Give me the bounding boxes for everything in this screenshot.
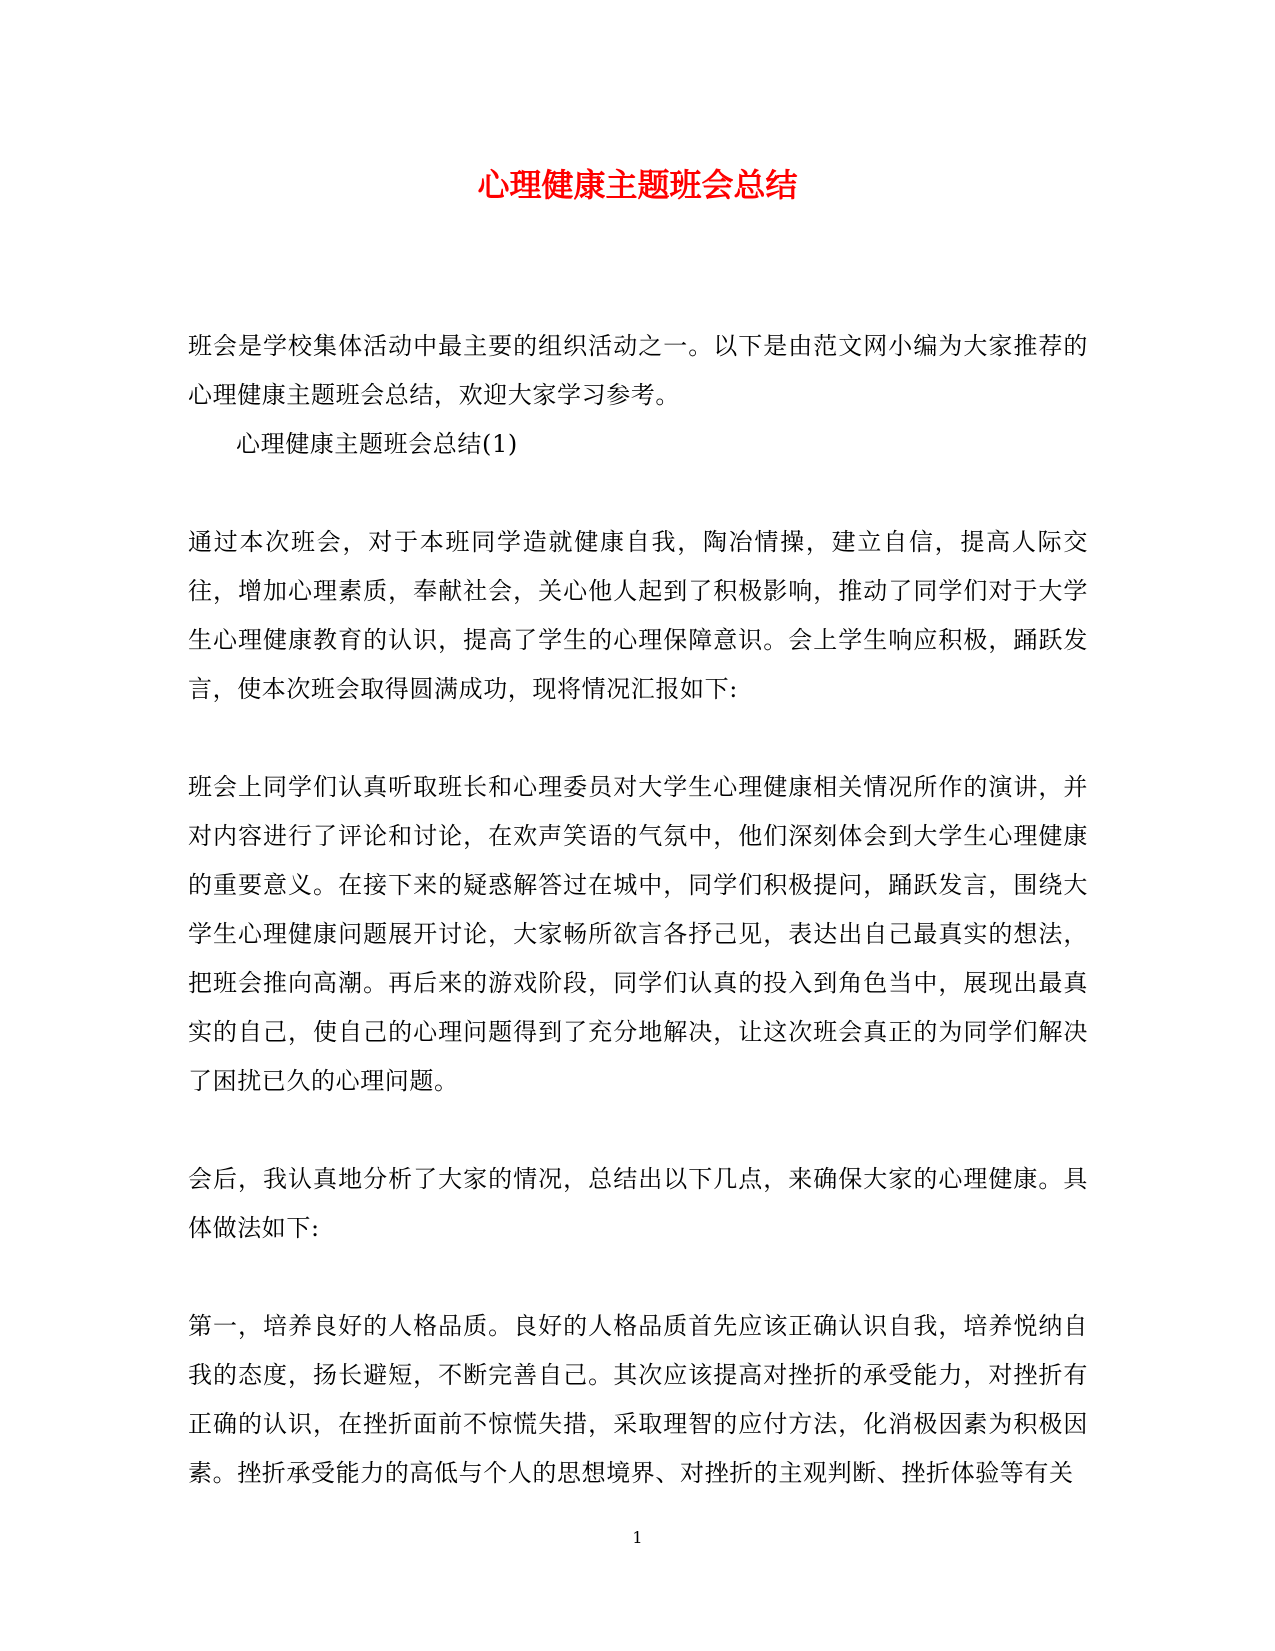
paragraph-gap <box>188 1106 1088 1155</box>
section-heading: 心理健康主题班会总结(1) <box>236 430 518 458</box>
body-paragraph-3: 会后，我认真地分析了大家的情况，总结出以下几点，来确保大家的心理健康。具体做法如下: <box>188 1165 1088 1242</box>
intro-paragraph: 班会是学校集体活动中最主要的组织活动之一。以下是由范文网小编为大家推荐的心理健康主题班会总结，欢迎大家学习参考。 <box>188 332 1088 409</box>
document-body <box>188 322 1088 1498</box>
document-title: 心理健康主题班会总结 <box>477 166 798 204</box>
body-paragraph-4: 第一，培养良好的人格品质。良好的人格品质首先应该正确认识自我，培养悦纳自我的态度，扬长避短，不断完善自己。其次应该提高对挫折的承受能力，对挫折有正确的认识，在挫折面前不惊慌失措，采取理智的应付方法，化消极因素为积极因素。挫折承受能力的高低与个人的思想境界、对挫折的主观判断、挫折体验等有关 <box>188 1312 1088 1487</box>
paragraph-gap <box>188 469 1088 518</box>
page-number: 1 <box>632 1528 643 1547</box>
paragraph-gap <box>188 714 1088 763</box>
paragraph-gap <box>188 1253 1088 1302</box>
body-paragraph-1: 通过本次班会，对于本班同学造就健康自我，陶冶情操，建立自信，提高人际交往，增加心理素质，奉献社会，关心他人起到了积极影响，推动了同学们对于大学生心理健康教育的认识，提高了学生的心理保障意识。会上学生响应积极，踊跃发言，使本次班会取得圆满成功，现将情况汇报如下: <box>188 528 1088 703</box>
body-paragraph-2: 班会上同学们认真听取班长和心理委员对大学生心理健康相关情况所作的演讲，并对内容进行了评论和讨论，在欢声笑语的气氛中，他们深刻体会到大学生心理健康的重要意义。在接下来的疑惑解答过在城中，同学们积极提问，踊跃发言，围绕大学生心理健康问题展开讨论，大家畅所欲言各抒己见，表达出自己最真实的想法，把班会推向高潮。再后来的游戏阶段，同学们认真的投入到角色当中，展现出最真实的自己，使自己的心理问题得到了充分地解决，让这次班会真正的为同学们解决了困扰已久的心理问题。 <box>188 773 1088 1095</box>
